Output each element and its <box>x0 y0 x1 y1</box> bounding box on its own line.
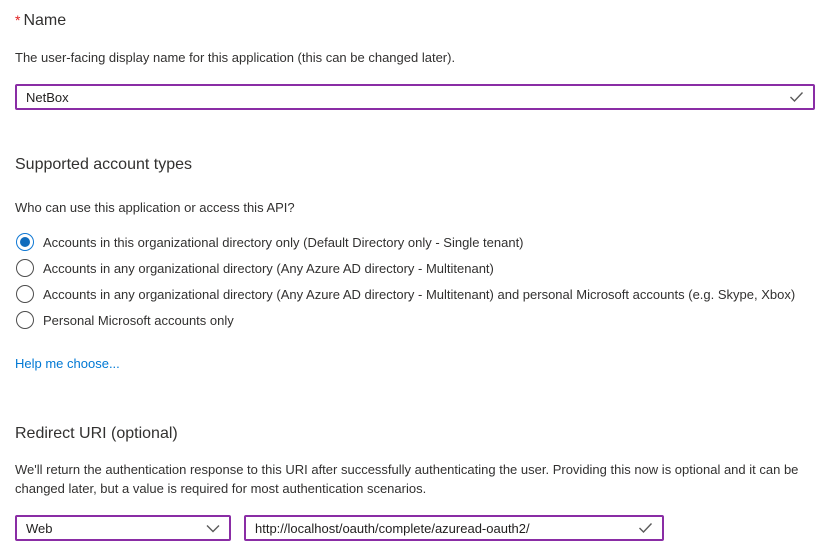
radio-option-label: Accounts in any organizational directory (Any Azure AD directory - Multitenant) and personal Microsoft accounts (e.g. Skype, Xbox) <box>43 286 796 302</box>
chevron-down-icon <box>206 524 220 533</box>
radio-unselected-icon[interactable] <box>16 285 34 303</box>
redirect-uri-input-field <box>244 515 664 541</box>
redirect-uri-title: Redirect URI (optional) <box>15 425 178 442</box>
account-types-question: Who can use this application or access this API? <box>15 200 295 215</box>
redirect-uri-description: We'll return the authentication response to this URI after successfully authenticating the user. Providing this now is optional and it can be changed later, but a value is required for most authentication scenarios. <box>15 462 799 496</box>
radio-option-single-tenant[interactable] <box>15 229 815 255</box>
radio-option-label: Personal Microsoft accounts only <box>43 312 234 328</box>
valid-checkmark-icon <box>789 91 804 103</box>
radio-unselected-icon[interactable] <box>16 259 34 277</box>
name-section-title <box>15 10 815 31</box>
name-description: The user-facing display name for this application (this can be changed later). <box>15 50 456 65</box>
required-asterisk: * <box>15 12 21 28</box>
help-me-choose-link[interactable]: Help me choose... <box>15 356 120 371</box>
radio-option-label: Accounts in any organizational directory (Any Azure AD directory - Multitenant) <box>43 260 494 276</box>
platform-select-value: Web <box>26 520 53 536</box>
account-types-radio-group <box>15 229 815 333</box>
radio-unselected-icon[interactable] <box>16 311 34 329</box>
radio-option-personal-only[interactable] <box>15 307 815 333</box>
name-title-text: Name <box>23 12 67 29</box>
redirect-uri-input[interactable] <box>246 517 638 539</box>
name-input-field <box>15 84 815 110</box>
supported-account-types-title: Supported account types <box>15 156 193 173</box>
radio-option-multitenant[interactable] <box>15 255 815 281</box>
redirect-uri-row <box>15 515 815 541</box>
platform-select[interactable] <box>15 515 231 541</box>
radio-option-multitenant-personal[interactable] <box>15 281 815 307</box>
name-input[interactable] <box>17 86 789 108</box>
radio-option-label: Accounts in this organizational directory only (Default Directory only - Single tenant) <box>43 234 524 250</box>
radio-selected-icon[interactable] <box>16 233 34 251</box>
valid-checkmark-icon <box>638 522 653 534</box>
